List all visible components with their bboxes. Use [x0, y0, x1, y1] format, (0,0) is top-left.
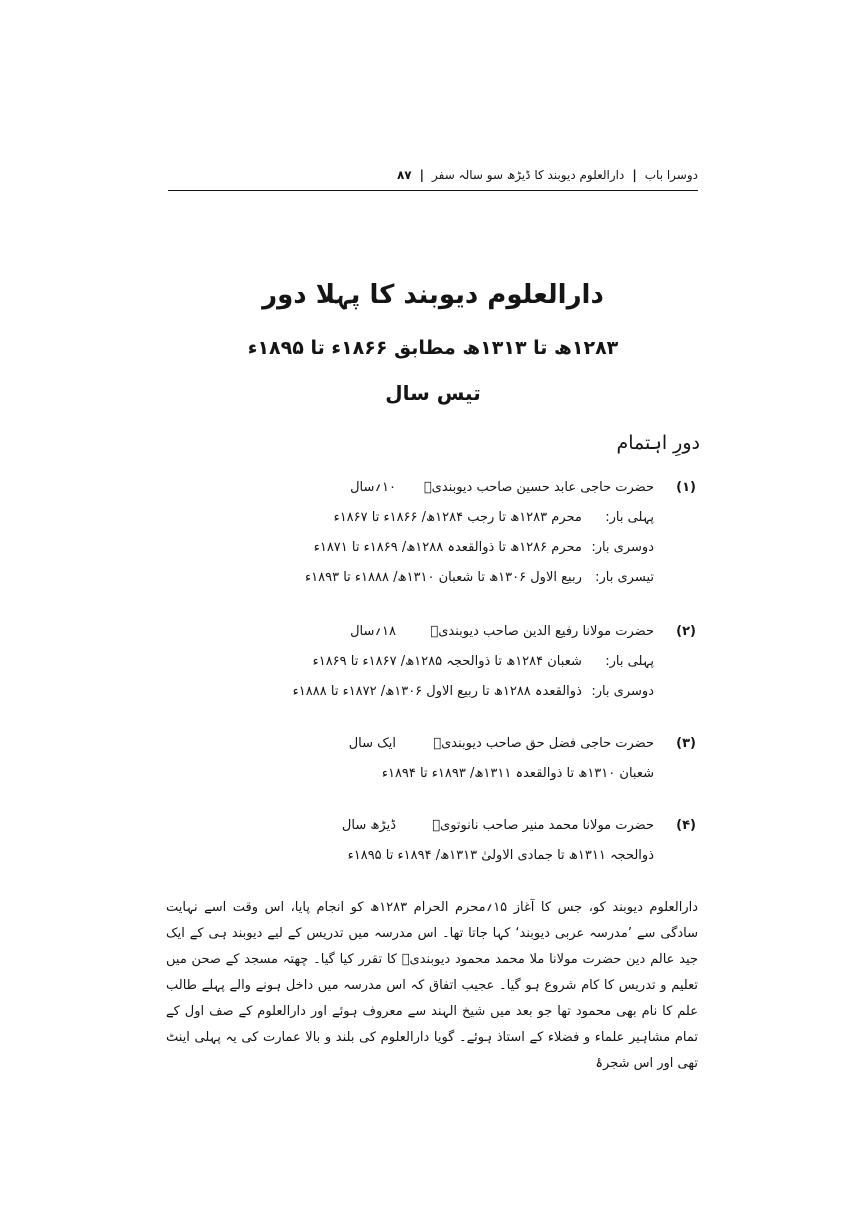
page-number: ۸۷ [396, 168, 412, 182]
body-paragraph [166, 895, 698, 1077]
entry-duration: ایک سال [348, 736, 396, 751]
date-range: ۱۲۸۳ھ تا ۱۳۱۳ھ مطابق ۱۸۶۶ء تا ۱۸۹۵ء [247, 337, 619, 359]
book-title: دارالعلوم دیوبند کا ڈیڑھ سو سالہ سفر [432, 168, 625, 182]
entry-name: حضرت مولانا محمد منیر صاحب نانوتویؒ [432, 818, 654, 833]
term-line [292, 684, 654, 714]
term-line [301, 570, 654, 600]
entry-duration: ۱۰؍سال [350, 480, 396, 495]
term-label: دوسری بار: [591, 684, 654, 699]
header-divider: | [632, 168, 637, 182]
entry-name: حضرت حاجی عابد حسین صاحب دیوبندیؒ [423, 480, 654, 495]
term-dates: شعبان ۱۲۸۴ھ تا ذوالحجہ ۱۲۸۵ھ/ ۱۸۶۷ء تا ۱۸۶۹ء [312, 654, 582, 669]
entry-name: حضرت حاجی فضل حق صاحب دیوبندیؒ [433, 736, 654, 751]
entry-name: حضرت مولانا رفیع الدین صاحب دیوبندیؒ [430, 624, 654, 639]
term-line [301, 766, 654, 796]
term-dates: ربیع الاول ۱۳۰۶ھ تا شعبان ۱۳۱۰ھ/ ۱۸۸۸ء تا ۱۸۹۳ء [305, 570, 582, 585]
term-line [301, 654, 654, 684]
entry-duration: ۱۸؍سال [350, 624, 396, 639]
entry-number: (۲) [676, 624, 696, 639]
term-label: دوسری بار: [591, 540, 654, 555]
paragraph-text: دارالعلوم دیوبند کو، جس کا آغاز ۱۵؍محرم الحرام ۱۲۸۳ھ کو انجام پایا، اس وقت اسے نہایت سادگی سے ’مدرسہ عربی دیوبند‘ کہا جاتا تھا۔ اس مدرسہ میں تدریس کے لیے دیوبند ہی کے ایک جید عالم دین حضرت مولانا ملا محمد محمود دیوبندیؒ کا تقرر کیا گیا۔ چھتہ مسجد کے صحن میں تعلیم و تدریس کا کام شروع ہو گیا۔ عجیب اتفاق کہ اس مدرسہ میں داخل ہونے والے پہلے طالب علم کا نام بھی محمود تھا جو بعد میں شیخ الہند سے معروف ہوئے اور دارالعلوم کے صف اول کے تمام مشاہیر علماء و فضلاء کے استاذ ہوئے۔ گویا دارالعلوم کی بلند و بالا عمارت کی یہ پہلی اینٹ تھی اور اس شجرۂ [166, 900, 698, 1071]
section-heading: دورِ اہتمام [616, 432, 700, 454]
entry-4 [301, 818, 696, 878]
period-badge: تیس سال [385, 381, 481, 405]
chapter-label: دوسرا باب [644, 168, 698, 182]
term-dates: ذوالحجہ ۱۳۱۱ھ تا جمادی الاولیٰ ۱۳۱۳ھ/ ۱۸۹۴ء تا ۱۸۹۵ء [347, 848, 654, 863]
term-dates: محرم ۱۲۸۳ھ تا رجب ۱۲۸۴ھ/ ۱۸۶۶ء تا ۱۸۶۷ء [333, 510, 582, 525]
entry-number: (۱) [676, 480, 696, 495]
entry-3 [301, 736, 696, 796]
term-dates: محرم ۱۲۸۶ھ تا ذوالقعدہ ۱۲۸۸ھ/ ۱۸۶۹ء تا ۱۸۷۱ء [313, 540, 582, 555]
term-dates: شعبان ۱۳۱۰ھ تا ذوالقعدہ ۱۳۱۱ھ/ ۱۸۹۳ء تا ۱۸۹۴ء [381, 766, 654, 781]
header-divider: | [419, 168, 424, 182]
entry-number: (۳) [676, 736, 696, 751]
page-title: دارالعلوم دیوبند کا پہلا دور [262, 280, 604, 310]
term-dates: ذوالقعدہ ۱۲۸۸ھ تا ربیع الاول ۱۳۰۶ھ/ ۱۸۷۲ء تا ۱۸۸۸ء [292, 684, 582, 699]
entry-duration: ڈیڑھ سال [341, 818, 396, 833]
term-label: پہلی بار: [605, 510, 654, 525]
entry-number: (۴) [676, 818, 696, 833]
term-line [301, 540, 654, 570]
term-label: تیسری بار: [595, 570, 654, 585]
entry-2 [292, 624, 696, 714]
running-header [168, 160, 698, 191]
term-line [301, 848, 654, 878]
term-label: پہلی بار: [605, 654, 654, 669]
term-line [301, 510, 654, 540]
entry-1 [301, 480, 696, 600]
